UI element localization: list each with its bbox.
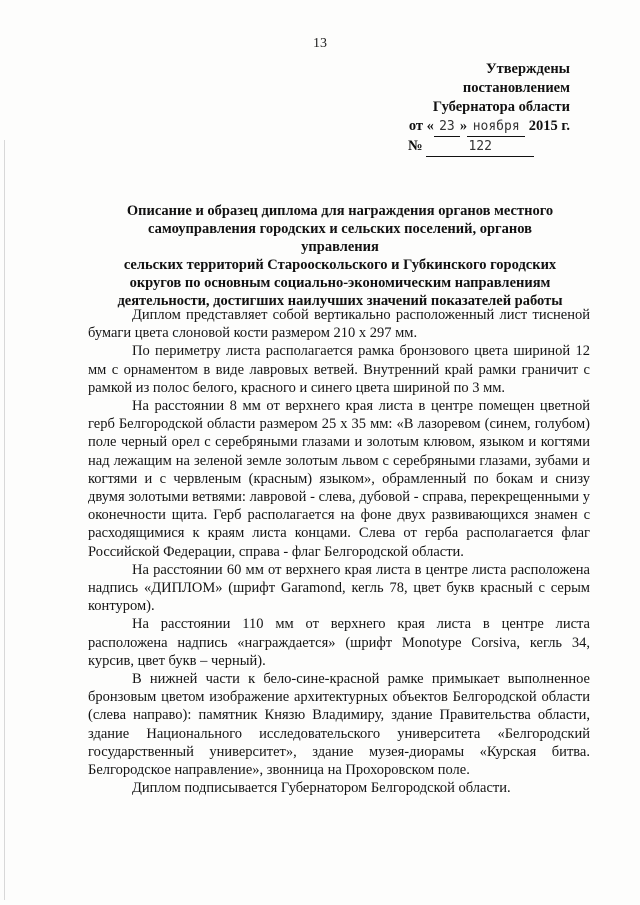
paragraph: Диплом представляет собой вертикально расположенный лист тисненой бумаги цвета слоновой кости размером 210 х 297 мм. (88, 307, 590, 342)
approval-block (370, 60, 570, 157)
paragraph: На расстоянии 110 мм от верхнего края листа в центре листа расположена надпись «награждается» (шрифт Monotype Corsiva, кегль 34, курсив, цвет букв – черный). (88, 616, 590, 669)
paragraph: На расстоянии 8 мм от верхнего края листа в центре помещен цветной герб Белгородской области размером 25 х 35 мм: «В лазоревом (синем, голубом) поле черный орел с серебряными глазами и золотым клювом, языком и когтями над лежащим на зеленой земле золотым львом с серебряными глазами, зубами и когтями и с червленым (красным) языком», обрамленный по бокам и снизу двумя золотыми ветвями: лавровой - слева, дубовой - справа, перекрещенными у оконечности щита. Герб располагается на фоне двух развивающихся знамен с расходящимися к краям листа концами. Слева от герба располагается флаг Российской Федерации, справа - флаг Белгородской области. (88, 398, 590, 560)
date-year: 2015 г. (528, 118, 570, 134)
date-day: 23 (434, 117, 460, 137)
title-line: самоуправления городских и сельских поселений, органов управления (148, 221, 532, 255)
scan-edge-line (4, 140, 5, 900)
page-number: 13 (313, 36, 327, 51)
document-title (110, 202, 570, 310)
title-line: округов по основным социально-экономическим направлениям (129, 275, 551, 291)
paragraph: В нижней части к бело-сине-красной рамке примыкает выполненное бронзовым цветом изображение архитектурных объектов Белгородской области (слева направо): памятник Князю Владимиру, здание Правительства области, здание Национального исследовательского университета «Белгородский государственный университет», здание музея-диорамы «Курская битва. Белгородское направление», звонница на Прохоровском поле. (88, 671, 590, 779)
paragraph: Диплом подписывается Губернатором Белгородской области. (132, 780, 511, 797)
title-line: сельских территорий Старооскольского и Губкинского городских (123, 257, 557, 273)
approval-number (370, 137, 570, 157)
paragraph: На расстоянии 60 мм от верхнего края листа в центре листа расположена надпись «ДИПЛОМ» (шрифт Garamond, кегль 78, цвет букв красный с серым контуром). (88, 561, 590, 615)
approval-line-3: Губернатора области (432, 99, 570, 115)
date-prefix: от « (408, 118, 434, 134)
approval-line-1: Утверждены (485, 61, 570, 77)
date-mid: » (459, 118, 468, 134)
document-body (88, 306, 590, 797)
title-line: Описание и образец диплома для награждения органов местного (126, 203, 554, 219)
approval-date (370, 117, 570, 137)
approval-line-2: постановлением (462, 80, 570, 96)
number-value: 122 (426, 137, 534, 157)
date-month: ноября (467, 117, 525, 137)
paragraph: По периметру листа располагается рамка бронзового цвета шириной 12 мм с орнаментом в виде лавровых ветвей. Внутренний край рамки граничит с рамкой из полос белого, красного и синего цвета шириной по 3 мм. (88, 343, 590, 396)
title-line: деятельности, достигших наилучших значений показателей работы (117, 293, 563, 309)
number-label: № (408, 138, 423, 154)
